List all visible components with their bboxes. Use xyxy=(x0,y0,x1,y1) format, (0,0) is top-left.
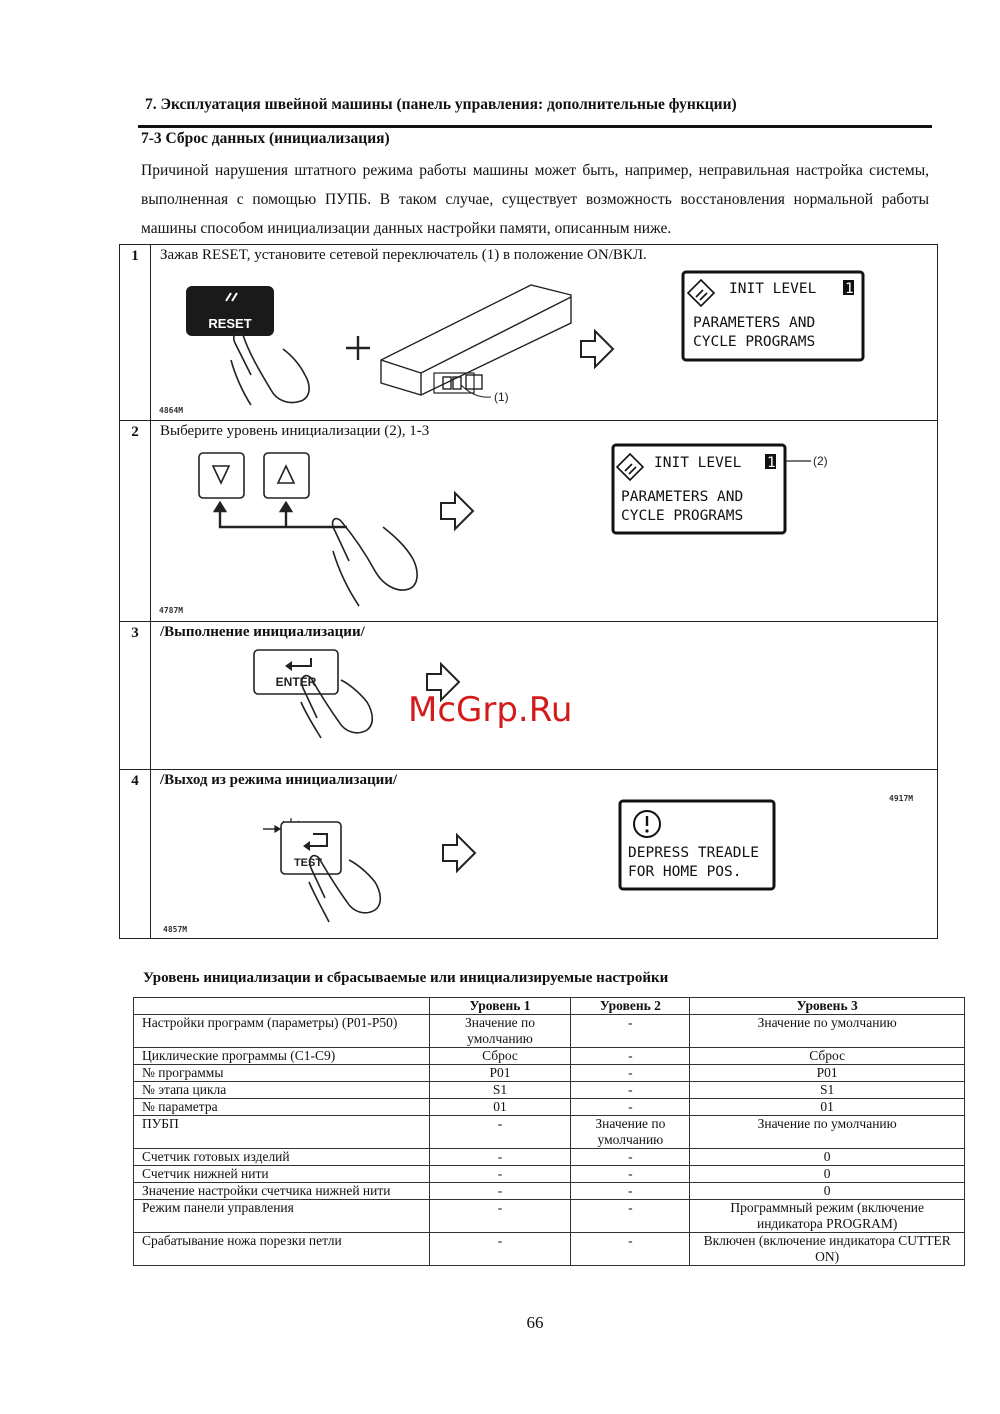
header-rule xyxy=(138,125,932,128)
step-number: 4 xyxy=(120,770,151,938)
lcd-display xyxy=(620,801,774,889)
enter-label: ENTER xyxy=(275,675,317,689)
level-2-cell: - xyxy=(571,1233,690,1266)
level-3-cell: P01 xyxy=(690,1065,965,1082)
table-row xyxy=(134,1065,965,1082)
level-1-cell: P01 xyxy=(429,1065,571,1082)
header-cell xyxy=(134,998,430,1015)
header-cell: Уровень 2 xyxy=(571,998,690,1015)
lcd-line-3: CYCLE PROGRAMS xyxy=(693,334,816,350)
plus-icon xyxy=(346,336,370,360)
setting-name: № этапа цикла xyxy=(134,1082,430,1099)
level-1-cell: - xyxy=(429,1183,571,1200)
figure-code: 4864M xyxy=(159,406,184,415)
step-text: Выберите уровень инициализации (2), 1-3 xyxy=(160,423,430,439)
level-1-cell: Значение по умолчанию xyxy=(429,1015,571,1048)
step-4-figure xyxy=(151,770,938,939)
level-1-cell: - xyxy=(429,1116,571,1149)
test-label: TEST xyxy=(293,857,323,869)
setting-name: ПУБП xyxy=(134,1116,430,1149)
level-1-cell: - xyxy=(429,1233,571,1266)
callout-1: (1) xyxy=(494,390,509,404)
lcd-line-1: INIT LEVEL xyxy=(654,455,742,471)
init-levels-table xyxy=(133,997,965,1266)
arrow-right-icon xyxy=(441,493,473,529)
level-3-cell: Включен (включение индикатора CUTTER ON) xyxy=(690,1233,965,1266)
level-1-cell: S1 xyxy=(429,1082,571,1099)
lcd-line-3: CYCLE PROGRAMS xyxy=(621,508,744,524)
setting-name: Счетчик нижней нити xyxy=(134,1166,430,1183)
connector-arrows xyxy=(215,503,347,527)
level-3-cell: Программный режим (включение индикатора PROGRAM) xyxy=(690,1200,965,1233)
step-number: 2 xyxy=(120,421,151,621)
header-cell: Уровень 1 xyxy=(429,998,571,1015)
level-3-cell: 0 xyxy=(690,1183,965,1200)
figure-code: 4857M xyxy=(163,925,188,934)
level-1-cell: Сброс xyxy=(429,1048,571,1065)
lcd-line-1: INIT LEVEL xyxy=(729,281,817,297)
reset-button-illustration xyxy=(186,286,274,336)
steps-table xyxy=(119,244,938,939)
intro-paragraph: Причиной нарушения штатного режима работы машины может быть, например, неправильная настройка системы, выполненная с помощью ПУПБ. В таком случае, существует возможность восстановления нормальной работы машины способом инициализации данных настройки памяти, описанным ниже. xyxy=(141,162,929,237)
setting-name: Срабатывание ножа порезки петли xyxy=(134,1233,430,1266)
lcd-line-2: PARAMETERS AND xyxy=(693,315,816,331)
level-1-cell: - xyxy=(429,1200,571,1233)
section-title: 7-3 Сброс данных (инициализация) xyxy=(141,130,390,147)
table-row xyxy=(134,1149,965,1166)
setting-name: Циклические программы (C1-C9) xyxy=(134,1048,430,1065)
step-text: /Выполнение инициализации/ xyxy=(160,624,365,640)
header-cell: Уровень 3 xyxy=(690,998,965,1015)
setting-name: № параметра xyxy=(134,1099,430,1116)
enter-button xyxy=(254,650,338,694)
step-text: /Выход из режима инициализации/ xyxy=(160,772,398,788)
callout-2: (2) xyxy=(813,454,828,468)
table-row xyxy=(134,1082,965,1099)
table-row xyxy=(134,1183,965,1200)
lcd-line-2: FOR HOME POS. xyxy=(628,864,742,880)
up-button xyxy=(264,453,309,498)
level-1-cell: 01 xyxy=(429,1099,571,1116)
level-3-cell: S1 xyxy=(690,1082,965,1099)
level-1-cell: - xyxy=(429,1149,571,1166)
level-3-cell: 0 xyxy=(690,1166,965,1183)
level-3-cell: Значение по умолчанию xyxy=(690,1015,965,1048)
level-2-cell: - xyxy=(571,1099,690,1116)
level-2-cell: - xyxy=(571,1048,690,1065)
table-row xyxy=(134,1116,965,1149)
setting-name: № программы xyxy=(134,1065,430,1082)
lcd-display xyxy=(613,445,785,533)
level-2-cell: - xyxy=(571,1183,690,1200)
step-1-figure xyxy=(151,245,938,420)
table-row xyxy=(134,1200,965,1233)
step-number: 1 xyxy=(120,245,151,420)
machine-table-illustration xyxy=(381,285,571,397)
table-row xyxy=(134,1015,965,1048)
setting-name: Значение настройки счетчика нижней нити xyxy=(134,1183,430,1200)
hand-icon xyxy=(231,333,309,405)
level-2-cell: - xyxy=(571,1065,690,1082)
step-row-4 xyxy=(120,769,937,938)
down-button xyxy=(199,453,244,498)
level-2-cell: - xyxy=(571,1200,690,1233)
table-header-row xyxy=(134,998,965,1015)
level-3-cell: 01 xyxy=(690,1099,965,1116)
step-number: 3 xyxy=(120,622,151,769)
level-2-cell: - xyxy=(571,1082,690,1099)
level-2-cell: - xyxy=(571,1166,690,1183)
lcd-line-2: PARAMETERS AND xyxy=(621,489,744,505)
level-2-cell: Значение по умолчанию xyxy=(571,1116,690,1149)
lcd-line-1: DEPRESS TREADLE xyxy=(628,845,759,861)
lcd-display xyxy=(683,272,863,360)
table-row xyxy=(134,1233,965,1266)
table-title: Уровень инициализации и сбрасываемые или инициализируемые настройки xyxy=(143,970,669,986)
table-row xyxy=(134,1048,965,1065)
setting-name: Режим панели управления xyxy=(134,1200,430,1233)
table-row xyxy=(134,1099,965,1116)
step-text: Зажав RESET, установите сетевой переключатель (1) в положение ON/ВКЛ. xyxy=(160,247,647,263)
step-row-1 xyxy=(120,245,937,420)
watermark: McGrp.Ru xyxy=(408,690,573,730)
figure-code: 4787M xyxy=(159,606,184,615)
level-3-cell: Сброс xyxy=(690,1048,965,1065)
arrow-right-icon xyxy=(581,331,613,367)
setting-name: Счетчик готовых изделий xyxy=(134,1149,430,1166)
level-3-cell: Значение по умолчанию xyxy=(690,1116,965,1149)
level-1-cell: - xyxy=(429,1166,571,1183)
table-row xyxy=(134,1166,965,1183)
step-2-figure xyxy=(151,421,938,622)
chapter-title: 7. Эксплуатация швейной машины (панель управления: дополнительные функции) xyxy=(145,96,737,113)
step-row-2 xyxy=(120,420,937,621)
setting-name: Настройки программ (параметры) (P01-P50) xyxy=(134,1015,430,1048)
level-digit: 1 xyxy=(845,281,854,297)
hand-icon xyxy=(333,519,418,606)
level-digit: 1 xyxy=(767,455,776,471)
reset-label: RESET xyxy=(208,316,252,331)
page-number: 66 xyxy=(526,1313,544,1332)
arrow-right-icon xyxy=(443,835,475,871)
level-2-cell: - xyxy=(571,1149,690,1166)
figure-code-top: 4917M xyxy=(889,794,914,803)
level-3-cell: 0 xyxy=(690,1149,965,1166)
level-2-cell: - xyxy=(571,1015,690,1048)
